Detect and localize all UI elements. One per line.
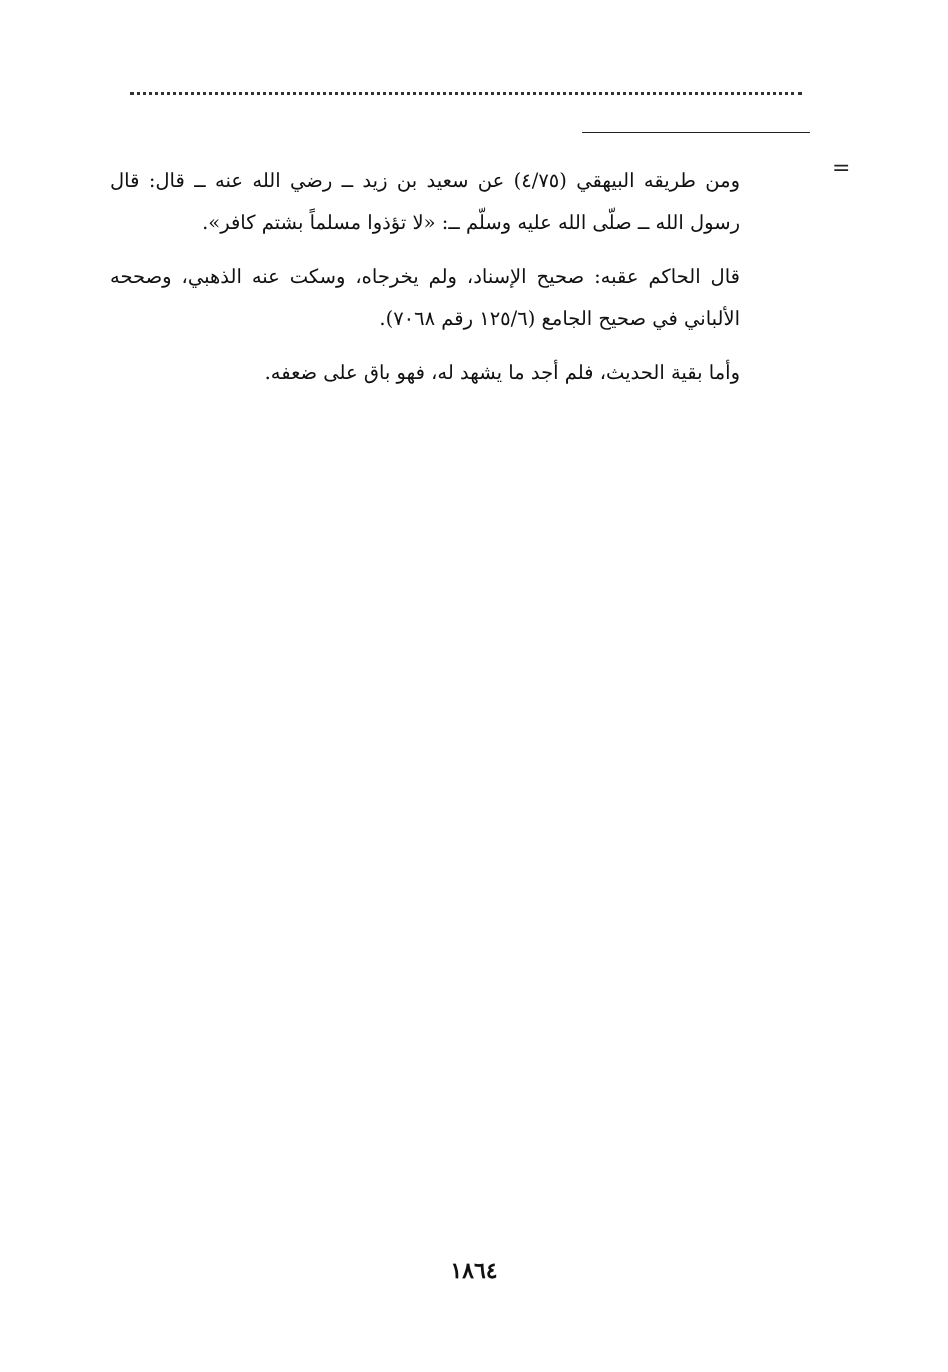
footnote-paragraph: ومن طريقه البيهقي (٤/٧٥) عن سعيد بن زيد ــ رضي الله عنه ــ قال: قال رسول الله ــ صلّى الله عليه وسلّم ــ: «لا تؤذوا مسلماً بشتم كافر».	[110, 169, 741, 234]
footnote-paragraph: وأما بقية الحديث، فلم أجد ما يشهد له، فهو باق على ضعفه.	[264, 361, 740, 384]
footnote-paragraph: قال الحاكم عقبه: صحيح الإسناد، ولم يخرجاه، وسكت عنه الذهبي، وصححه الألباني في صحيح الجامع (١٢٥/٦ رقم ٧٠٦٨).	[110, 265, 740, 330]
continuation-mark: =	[832, 156, 851, 181]
footnote-body	[110, 160, 740, 406]
dotted-separator	[130, 92, 802, 95]
page-number: ١٨٦٤	[450, 1258, 498, 1284]
footnote-separator-rule	[582, 132, 810, 133]
